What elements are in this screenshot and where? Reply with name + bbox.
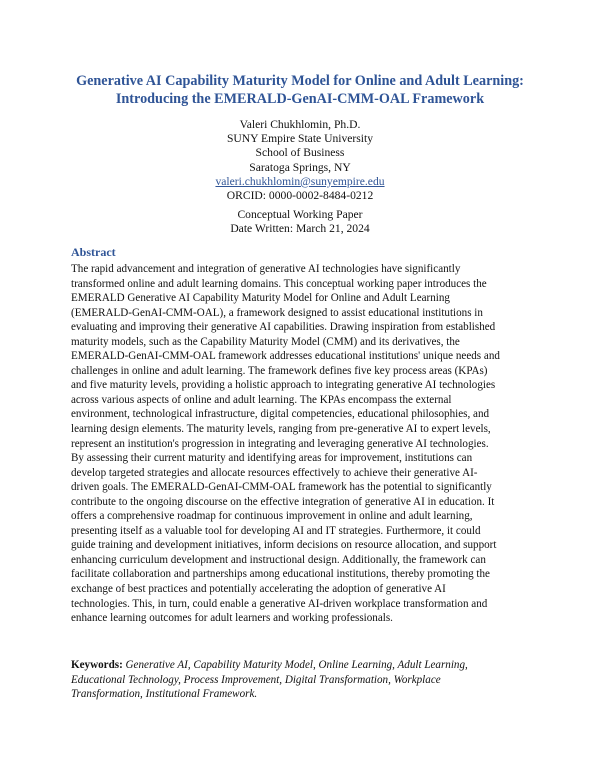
abstract-line: maturity models, such as the Capability Maturity Model (CMM) and its derivatives, the bbox=[71, 335, 460, 348]
abstract-line: transformed online and adult learning domains. This conceptual working paper introduces the bbox=[71, 277, 487, 290]
author-location: Saratoga Springs, NY bbox=[249, 160, 351, 174]
author-block bbox=[150, 118, 450, 203]
abstract-line: By assessing their current maturity and identifying areas for improvement, institutions can bbox=[71, 452, 473, 465]
abstract-line: represent an institution's progression in integrating and leveraging generative AI technologies. bbox=[71, 437, 489, 450]
abstract-line: offers a comprehensive roadmap for continuous improvement in online and adult learning, bbox=[71, 510, 473, 523]
abstract-line: EMERALD-GenAI-CMM-OAL framework addresses educational institutions' unique needs and bbox=[71, 350, 500, 363]
abstract-line: evaluating and improving their generative AI capabilities. Drawing inspiration from established bbox=[71, 321, 496, 334]
keywords-line-1 bbox=[71, 658, 533, 673]
abstract-line: enhance learning outcomes for adult learners and working professionals. bbox=[71, 612, 393, 625]
abstract-line: EMERALD Generative AI Capability Maturity Model for Online and Adult Learning bbox=[71, 292, 450, 305]
abstract-line: technologies. This, in turn, could enable a generative AI-driven workplace transformation and bbox=[71, 597, 488, 610]
author-orcid: ORCID: 0000-0002-8484-0212 bbox=[226, 189, 374, 203]
abstract-line: exchange of best practices and potentially accelerating the adoption of generative AI bbox=[71, 583, 446, 596]
paper-title bbox=[60, 72, 540, 108]
abstract-line: learning design elements. The maturity levels, ranging from pre-generative AI to expert levels, bbox=[71, 423, 491, 436]
keywords-block bbox=[71, 658, 533, 702]
abstract-line: develop targeted strategies and allocate resources effectively to achieve their generative AI- bbox=[71, 466, 478, 479]
keywords-line-3: Transformation, Institutional Framework. bbox=[71, 688, 258, 701]
date-written: Date Written: March 21, 2024 bbox=[230, 222, 370, 236]
abstract-line: driven goals. The EMERALD-GenAI-CMM-OAL framework has the potential to significantly bbox=[71, 481, 492, 494]
abstract-line: facilitate collaboration and partnerships among educational institutions, thereby promoting the bbox=[71, 568, 490, 581]
abstract-line: guide training and development initiatives, inform decisions on resource allocation, and support bbox=[71, 539, 497, 552]
abstract-line: presenting itself as a valuable tool for developing AI and IT strategies. Furthermore, it could bbox=[71, 524, 481, 537]
abstract-line: The rapid advancement and integration of generative AI technologies have significantly bbox=[71, 263, 461, 275]
author-department: School of Business bbox=[255, 146, 345, 160]
abstract-line: challenges in online and adult learning. The framework defines five key process areas (KPAs) bbox=[71, 364, 488, 377]
keywords-label: Keywords: bbox=[71, 659, 123, 671]
keywords-line-2: Educational Technology, Process Improvement, Digital Transformation, Workplace bbox=[71, 673, 441, 686]
paper-title-line-2: Introducing the EMERALD-GenAI-CMM-OAL Framework bbox=[115, 91, 485, 107]
keywords-text: Generative AI, Capability Maturity Model, Online Learning, Adult Learning, bbox=[125, 659, 468, 671]
abstract-line: contribute to the ongoing discourse on the effective integration of generative AI in education. It bbox=[71, 495, 495, 508]
abstract-line: and five maturity levels, providing a holistic approach to integrating generative AI technologies bbox=[71, 379, 496, 392]
abstract-line: environment, technological infrastructure, digital competencies, educational philosophies, and bbox=[71, 408, 490, 421]
abstract-body bbox=[71, 262, 533, 626]
abstract-heading: Abstract bbox=[71, 245, 116, 259]
abstract-line: (EMERALD-GenAI-CMM-OAL), a framework designed to assist educational institutions in bbox=[71, 306, 483, 319]
author-name: Valeri Chukhlomin, Ph.D. bbox=[239, 118, 361, 131]
author-affiliation: SUNY Empire State University bbox=[226, 132, 374, 146]
author-email-link[interactable]: valeri.chukhlomin@sunyempire.edu bbox=[215, 174, 385, 188]
abstract-line: across various aspects of online and adult learning. The KPAs encompass the external bbox=[71, 393, 452, 406]
paper-meta bbox=[150, 208, 450, 236]
abstract-line: enhancing curriculum development and instructional design. Additionally, the framework can bbox=[71, 553, 486, 566]
paper-type: Conceptual Working Paper bbox=[237, 208, 363, 221]
paper-title-line-1: Generative AI Capability Maturity Model for Online and Adult Learning: bbox=[76, 73, 524, 89]
